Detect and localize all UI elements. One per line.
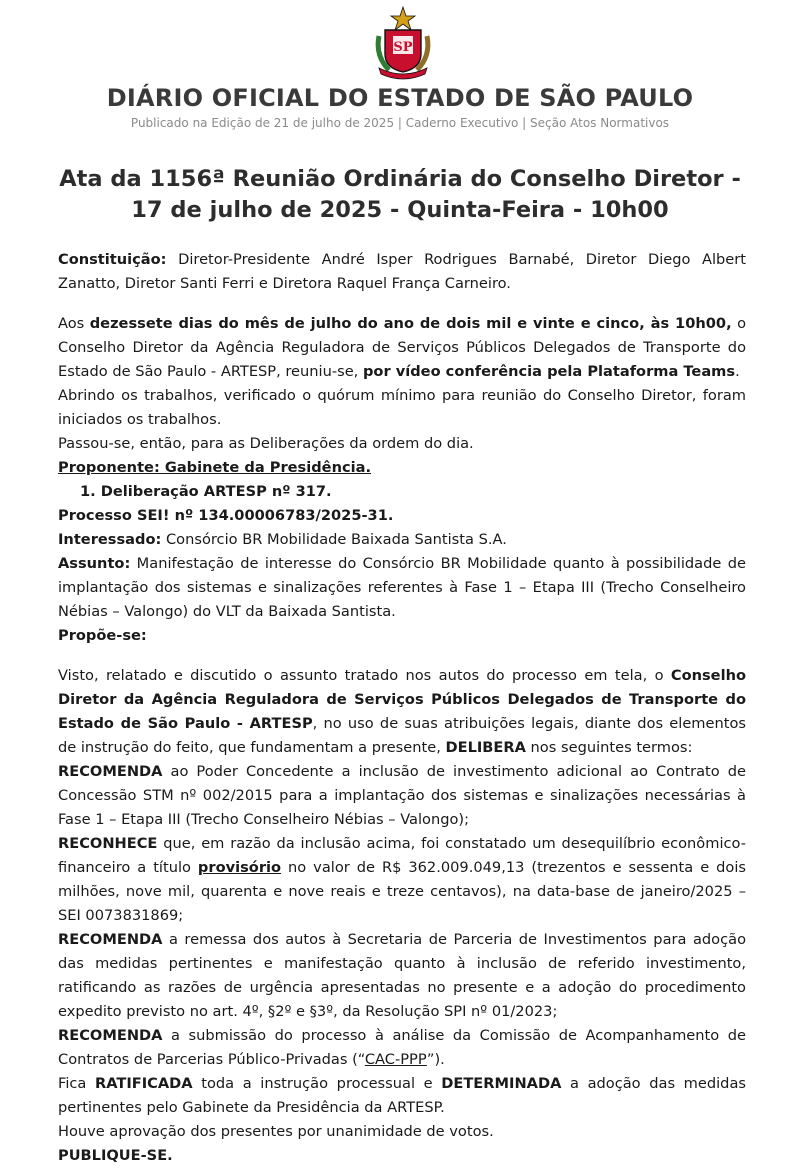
ratificada-text: a adoção das medidas pertinentes pelo Gabinete da Presidência da ARTESP. [58,1075,746,1116]
recomenda-2-paragraph [58,928,746,1024]
recomenda-1-paragraph [58,760,746,832]
assunto-label: Assunto: [58,555,131,572]
masthead [0,84,800,130]
newspaper-title: DIÁRIO OFICIAL DO ESTADO DE SÃO PAULO [106,84,694,112]
interessado-text: Consórcio BR Mobilidade Baixada Santista S.A. [161,531,507,548]
propoe-heading: Propõe-se: [58,627,147,644]
ratificada-paragraph [58,1072,746,1120]
opening-date: dezessete dias do mês de julho do ano de dois mil e vinte e cinco, às 10h00, [89,315,732,332]
visto-paragraph [58,664,746,760]
opening-paragraph [58,312,746,384]
quorum-paragraph: Abrindo os trabalhos, verificado o quórum mínimo para reunião do Conselho Diretor, foram iniciados os trabalhos. [58,387,746,428]
recomenda-1-text: ao Poder Concedente a inclusão de investimento adicional ao Contrato de Concessão STM nº 002/2015 para a implantação dos sistemas e sinalizações necessárias à Fase 1 – Etapa III (Trecho Conselheiro Nébias – Valongo); [58,763,746,828]
visto-text: , no uso de suas atribuições legais, diante dos elementos de instrução do feito, que fundamentam a presente, [58,715,746,756]
reconhece-paragraph [58,832,746,928]
processo-number: Processo SEI! nº 134.00006783/2025-31. [58,507,394,524]
document-title [40,164,760,226]
publique-se-line: PUBLIQUE-SE. [58,1147,173,1164]
constituicao-paragraph [58,248,746,296]
delibera-keyword: DELIBERA [445,739,526,756]
document-title-line-2: 17 de julho de 2025 - Quinta-Feira - 10h00 [131,197,669,223]
ratificada-text: Fica [58,1075,95,1092]
document-title-line-1: Ata da 1156ª Reunião Ordinária do Conselho Diretor - [59,166,741,192]
recomenda-3-text: a submissão do processo à análise da Comissão de Acompanhamento de Contratos de Parcerias Público-Privadas (“ [58,1027,746,1068]
reconhece-text: no valor de R$ 362.009.049,13 (trezentos e sessenta e dois milhões, nove mil, quarenta e nove reais e treze centavos), na data-base de janeiro/2025 – SEI 0073831869; [58,859,747,924]
ratificada-text: toda a instrução processual e [192,1075,442,1092]
recomenda-keyword: RECOMENDA [58,931,163,948]
opening-text: . [735,363,740,380]
opening-meeting-mode: por vídeo conferência pela Plataforma Teams [362,363,736,380]
document-body [58,248,746,1168]
agenda-paragraph: Passou-se, então, para as Deliberações da ordem do dia. [58,435,474,452]
recomenda-keyword: RECOMENDA [58,763,163,780]
assunto-paragraph [58,552,746,624]
constituicao-text: Diretor-Presidente André Isper Rodrigues Barnabé, Diretor Diego Albert Zanatto, Diretor Santi Ferri e Diretora Raquel França Carneiro. [58,251,746,292]
opening-text: Aos [58,315,90,332]
svg-text:SP: SP [393,40,413,55]
recomenda-2-text: a remessa dos autos à Secretaria de Parceria de Investimentos para adoção das medidas pertinentes e manifestação quanto à inclusão de referido investimento, ratificando as razões de urgência apresentadas no presente e a adoção do procedimento expedito previsto no art. 4º, §2º e §3º, da Resolução SPI nº 01/2023; [58,931,746,1020]
reconhece-keyword: RECONHECE [58,835,158,852]
recomenda-keyword: RECOMENDA [58,1027,163,1044]
recomenda-3-text: ”). [426,1051,445,1068]
interessado-label: Interessado: [58,531,162,548]
reconhece-text: que, em razão da inclusão acima, foi constatado um desequilíbrio econômico-financeiro a título [58,835,746,876]
approval-line: Houve aprovação dos presentes por unanimidade de votos. [58,1123,494,1140]
council-name: Conselho Diretor da Agência Reguladora de Serviços Públicos Delegados de Transporte do Estado de São Paulo - ARTESP [58,667,746,732]
deliberacao-number: 1. Deliberação ARTESP nº 317. [80,483,332,500]
visto-text: nos seguintes termos: [525,739,693,756]
provisorio-keyword: provisório [197,859,282,876]
publication-info: Publicado na Edição de 21 de julho de 2025 | Caderno Executivo | Seção Atos Normativos [130,116,670,130]
interessado-line [58,528,746,552]
cac-ppp-acronym: CAC-PPP [364,1051,427,1068]
proponente-heading: Proponente: Gabinete da Presidência. [58,459,372,476]
constituicao-label: Constituição: [58,251,167,268]
ratificada-keyword: RATIFICADA [94,1075,193,1092]
assunto-text: Manifestação de interesse do Consórcio BR Mobilidade quanto à possibilidade de implantação dos sistemas e sinalizações referentes à Fase 1 – Etapa III (Trecho Conselheiro Nébias – Valongo) do VLT da Baixada Santista. [58,555,746,620]
determinada-keyword: DETERMINADA [441,1075,562,1092]
opening-text: o Conselho Diretor da Agência Reguladora de Serviços Públicos Delegados de Transporte do Estado de São Paulo - ARTESP, reuniu-se, [58,315,747,380]
recomenda-3-paragraph [58,1024,746,1072]
sao-paulo-coat-of-arms-icon [371,6,435,80]
visto-text: Visto, relatado e discutido o assunto tratado nos autos do processo em tela, o [58,667,671,684]
